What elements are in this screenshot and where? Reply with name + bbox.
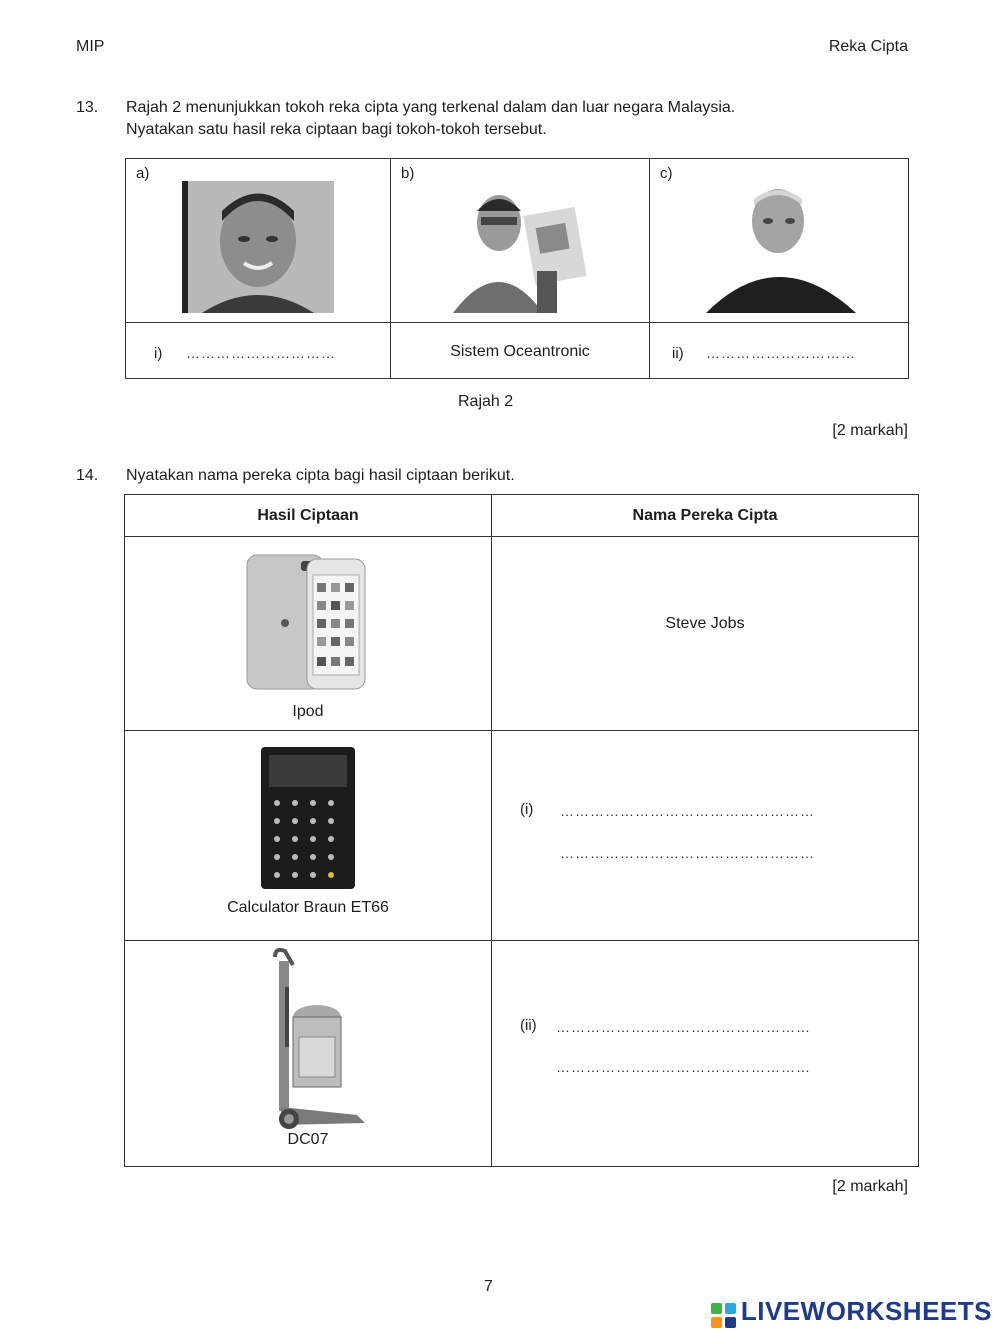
header-left: MIP — [76, 38, 105, 55]
q14-row2-name — [492, 731, 919, 941]
q14-row2-line1[interactable]: …………………………………………… — [560, 803, 815, 819]
q14-col2-header: Nama Pereka Cipta — [492, 495, 919, 537]
q14-row2-item — [125, 731, 492, 941]
portrait-photo-c — [702, 181, 860, 313]
q13-answer-b-text: Sistem Oceantronic — [450, 343, 590, 360]
portrait-photo-b — [443, 181, 603, 313]
vacuum-image — [261, 947, 371, 1131]
q13-table — [125, 158, 909, 379]
q13-text-line2: Nyatakan satu hasil reka ciptaan bagi tokoh-tokoh tersebut. — [126, 121, 547, 138]
q13-label-a: a) — [136, 165, 150, 182]
q14-marks: [2 markah] — [832, 1178, 908, 1195]
q14-text: Nyatakan nama pereka cipta bagi hasil ciptaan berikut. — [126, 467, 515, 484]
q14-row1-item-label: Ipod — [292, 703, 324, 720]
q14-row3-item — [125, 941, 492, 1167]
q14-row1-name — [492, 537, 919, 731]
q14-row2-item-label: Calculator Braun ET66 — [227, 899, 389, 916]
calculator-image — [261, 747, 355, 889]
q14-row1-name-text: Steve Jobs — [665, 615, 745, 632]
q13-answer-a-prefix: i) — [154, 345, 163, 362]
q14-row3-name — [492, 941, 919, 1167]
ipod-image — [245, 553, 367, 693]
q13-answer-a-blank[interactable]: ………………………… — [186, 345, 336, 361]
q14-row1-item — [125, 537, 492, 731]
portrait-photo-a — [182, 181, 334, 313]
q13-label-c: c) — [660, 165, 673, 182]
q14-row2-line2[interactable]: …………………………………………… — [560, 845, 815, 861]
q13-answer-b — [391, 323, 650, 379]
q13-cell-b — [391, 159, 650, 323]
liveworksheets-logo-icon — [711, 1303, 737, 1329]
q14-row2-prefix: (i) — [520, 801, 534, 818]
q13-caption: Rajah 2 — [458, 393, 514, 410]
q13-answer-a — [126, 323, 391, 379]
q13-marks: [2 markah] — [832, 422, 908, 439]
q13-cell-a — [126, 159, 391, 323]
page-number: 7 — [484, 1278, 493, 1295]
q13-answer-c-prefix: ii) — [672, 345, 684, 362]
q13-text-line1: Rajah 2 menunjukkan tokoh reka cipta yang terkenal dalam dan luar negara Malaysia. — [126, 99, 736, 116]
liveworksheets-watermark — [711, 1296, 992, 1329]
q14-row3-item-label: DC07 — [287, 1131, 329, 1148]
q14-row3-line1[interactable]: …………………………………………… — [556, 1019, 811, 1035]
q14-row3-prefix: (ii) — [520, 1017, 537, 1034]
q14-number: 14. — [76, 467, 99, 484]
q14-table — [124, 494, 919, 1167]
q13-answer-c-blank[interactable]: ………………………… — [706, 345, 856, 361]
q13-label-b: b) — [401, 165, 415, 182]
q14-col1-header: Hasil Ciptaan — [125, 495, 492, 537]
liveworksheets-logo-text: LIVEWORKSHEETS — [740, 1296, 992, 1326]
q13-cell-c — [650, 159, 909, 323]
header-right: Reka Cipta — [828, 38, 908, 55]
q14-row3-line2[interactable]: …………………………………………… — [556, 1059, 811, 1075]
q13-number: 13. — [76, 99, 99, 116]
q13-answer-c — [650, 323, 909, 379]
